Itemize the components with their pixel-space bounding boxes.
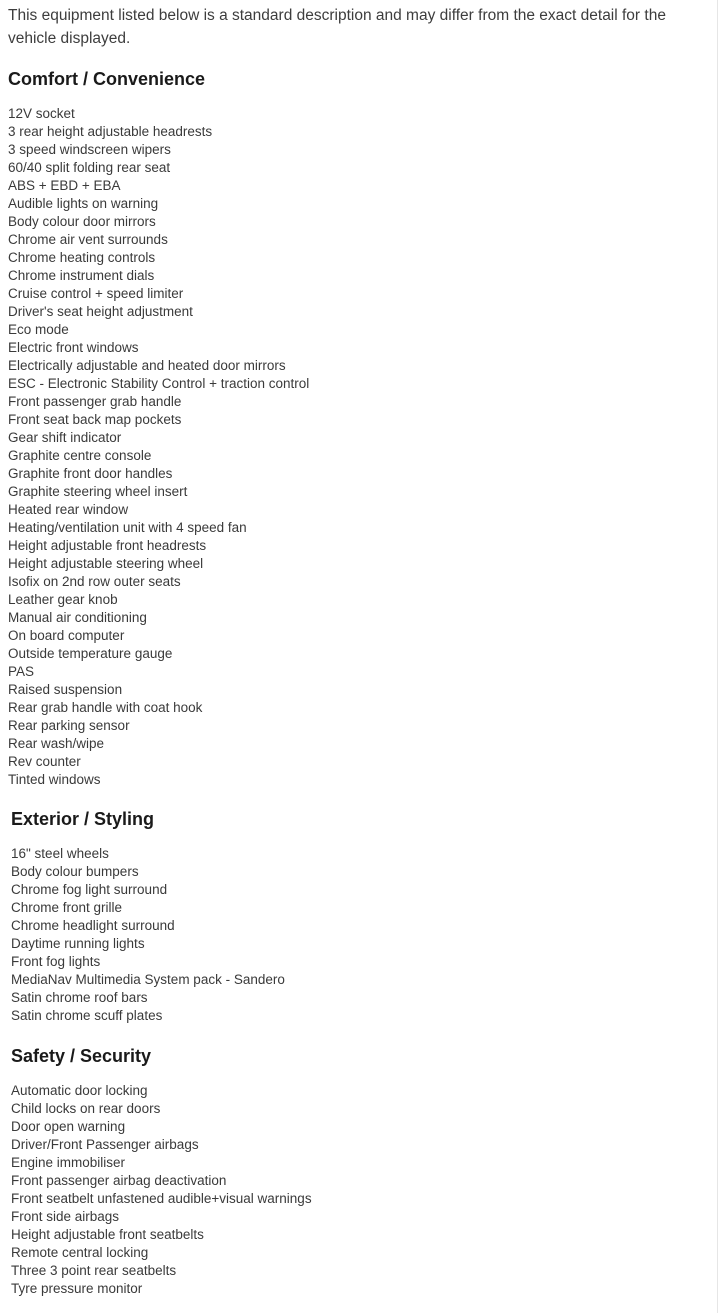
- list-item: Satin chrome scuff plates: [11, 1008, 163, 1023]
- list-item: Daytime running lights: [11, 936, 145, 951]
- list-item: Chrome instrument dials: [8, 268, 155, 283]
- right-divider: [717, 0, 718, 1313]
- list-item: Electrically adjustable and heated door mirrors: [8, 358, 286, 373]
- list-item: Child locks on rear doors: [11, 1101, 161, 1116]
- list-item: Front passenger airbag deactivation: [11, 1173, 227, 1188]
- list-item: Graphite front door handles: [8, 466, 173, 481]
- list-item: PAS: [8, 664, 35, 679]
- list-item: On board computer: [8, 628, 125, 643]
- list-item: Front side airbags: [11, 1209, 120, 1224]
- list-item: 3 speed windscreen wipers: [8, 142, 171, 157]
- list-item: Chrome heating controls: [8, 250, 156, 265]
- list-item: Tinted windows: [8, 772, 101, 787]
- list-item: 16" steel wheels: [11, 846, 109, 861]
- list-item: Engine immobiliser: [11, 1155, 126, 1170]
- list-item: MediaNav Multimedia System pack - Sandero: [11, 972, 285, 987]
- list-item: Graphite steering wheel insert: [8, 484, 188, 499]
- list-item: Electric front windows: [8, 340, 139, 355]
- list-item: Remote central locking: [11, 1245, 149, 1260]
- list-item: Driver's seat height adjustment: [8, 304, 193, 319]
- list-item: Driver/Front Passenger airbags: [11, 1137, 199, 1152]
- list-item: Audible lights on warning: [8, 196, 159, 211]
- list-item: Height adjustable front headrests: [8, 538, 207, 553]
- section-title: Exterior / Styling: [11, 809, 155, 829]
- list-item: Height adjustable front seatbelts: [11, 1227, 204, 1242]
- list-item: Front seatbelt unfastened audible+visual warnings: [11, 1191, 312, 1206]
- list-item: Front seat back map pockets: [8, 412, 182, 427]
- list-item: Chrome headlight surround: [11, 918, 175, 933]
- list-item: Rear parking sensor: [8, 718, 130, 733]
- list-item: 3 rear height adjustable headrests: [8, 124, 213, 139]
- list-item: ABS + EBD + EBA: [8, 178, 121, 193]
- section-title: Safety / Security: [11, 1046, 152, 1066]
- list-item: Graphite centre console: [8, 448, 152, 463]
- list-item: Chrome front grille: [11, 900, 123, 915]
- list-item: Rear grab handle with coat hook: [8, 700, 203, 715]
- list-item: Heating/ventilation unit with 4 speed fan: [8, 520, 247, 535]
- section-safety-security: [11, 1044, 312, 1298]
- list-item: 12V socket: [8, 106, 75, 121]
- list-item: Chrome fog light surround: [11, 882, 168, 897]
- list-item: Cruise control + speed limiter: [8, 286, 184, 301]
- list-item: Chrome air vent surrounds: [8, 232, 168, 247]
- equipment-list: [8, 105, 309, 789]
- section-comfort-convenience: [8, 67, 309, 789]
- list-item: Height adjustable steering wheel: [8, 556, 204, 571]
- list-item: 60/40 split folding rear seat: [8, 160, 171, 175]
- list-item: Leather gear knob: [8, 592, 118, 607]
- equipment-list: [11, 1082, 312, 1298]
- list-item: Outside temperature gauge: [8, 646, 173, 661]
- list-item: Raised suspension: [8, 682, 123, 697]
- list-item: Automatic door locking: [11, 1083, 148, 1098]
- section-title: Comfort / Convenience: [8, 69, 206, 89]
- section-exterior-styling: [11, 807, 285, 1025]
- list-item: Heated rear window: [8, 502, 129, 517]
- list-item: Manual air conditioning: [8, 610, 147, 625]
- list-item: Body colour door mirrors: [8, 214, 156, 229]
- list-item: Tyre pressure monitor: [11, 1281, 143, 1296]
- list-item: Satin chrome roof bars: [11, 990, 148, 1005]
- intro-text: This equipment listed below is a standard description and may differ from the exact detail for the vehicle displayed.: [8, 7, 666, 47]
- list-item: Body colour bumpers: [11, 864, 139, 879]
- list-item: Eco mode: [8, 322, 69, 337]
- list-item: Front passenger grab handle: [8, 394, 182, 409]
- list-item: ESC - Electronic Stability Control + traction control: [8, 376, 310, 391]
- list-item: Rear wash/wipe: [8, 736, 105, 751]
- equipment-list: [11, 845, 285, 1025]
- list-item: Front fog lights: [11, 954, 101, 969]
- list-item: Rev counter: [8, 754, 81, 769]
- list-item: Three 3 point rear seatbelts: [11, 1263, 177, 1278]
- list-item: Door open warning: [11, 1119, 126, 1134]
- list-item: Gear shift indicator: [8, 430, 122, 445]
- list-item: Isofix on 2nd row outer seats: [8, 574, 181, 589]
